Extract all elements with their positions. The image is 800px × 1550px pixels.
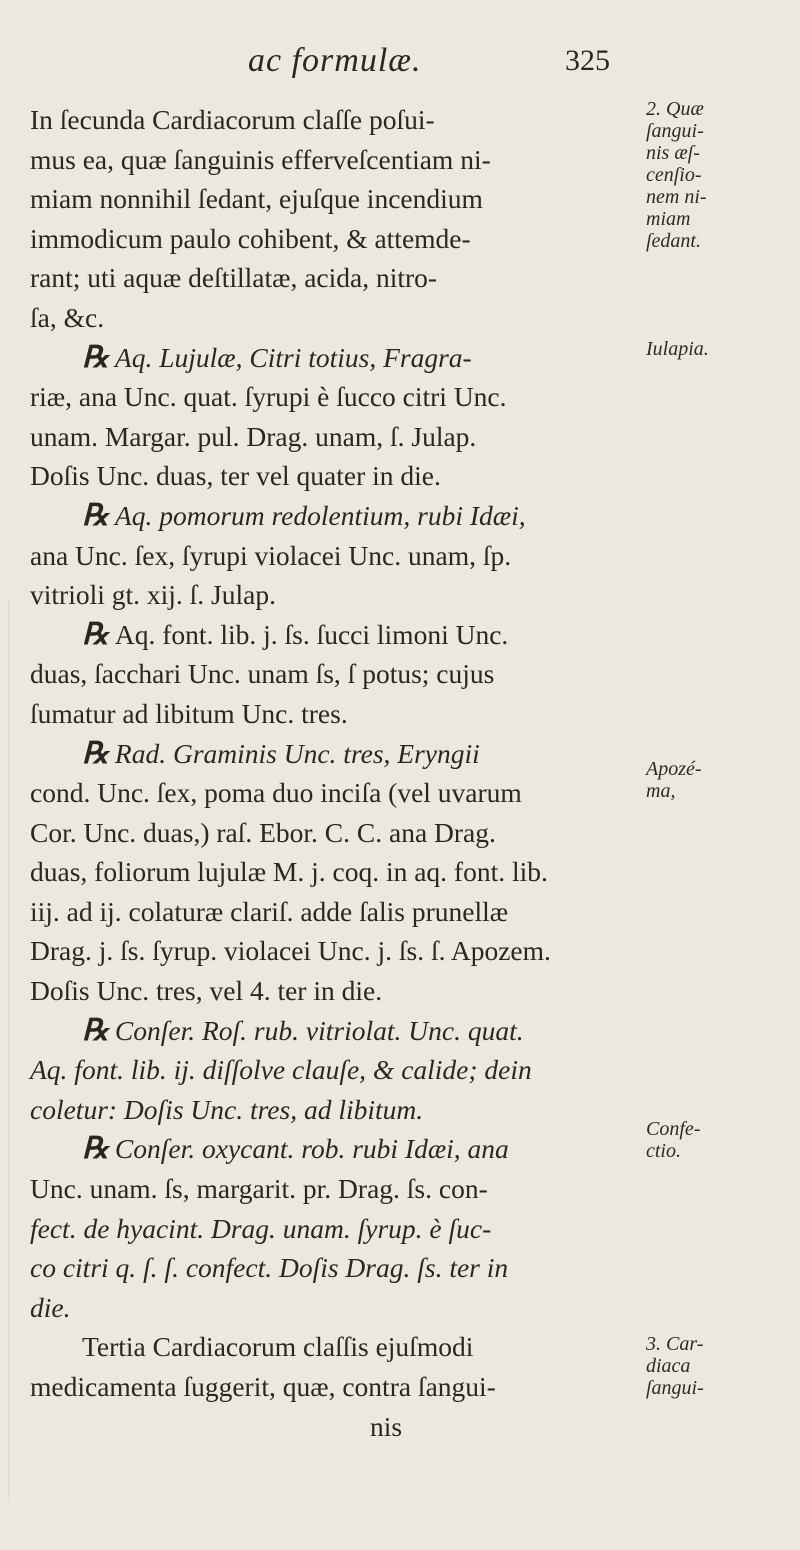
text-line: Tertia Cardiacorum claſſis ejuſmodi xyxy=(82,1331,474,1363)
text-line: Drag. j. ſs. ſyrup. violacei Unc. j. ſs. ſ. Apozem. xyxy=(30,935,551,967)
recipe-symbol: ℞ xyxy=(82,617,109,651)
text-line: ſa, &c. xyxy=(30,301,105,333)
text-line: Unc. unam. ſs, margarit. pr. Drag. ſs. con- xyxy=(30,1173,488,1205)
text-line: fect. de hyacint. Drag. unam. ſyrup. è ſuc- xyxy=(30,1212,492,1244)
text-line: Cor. Unc. duas,) raſ. Ebor. C. C. ana Drag. xyxy=(30,816,496,848)
text-line: rant; uti aquæ deſtillatæ, acida, nitro- xyxy=(30,262,438,294)
recipe-symbol: ℞ xyxy=(82,1013,109,1047)
text-line: duas, foliorum lujulæ M. j. coq. in aq. font. lib. xyxy=(30,856,548,888)
text-line: miam nonnihil ſedant, ejuſque incendium xyxy=(30,183,483,215)
recipe-symbol: ℞ xyxy=(82,1132,109,1166)
recipe-2: ℞ Aq. pomorum redolentium, rubi Idæi, xyxy=(82,498,526,532)
text-line: Doſis Unc. tres, vel 4. ter in die. xyxy=(30,975,383,1007)
text-line: duas, ſacchari Unc. unam ſs, ſ potus; cujus xyxy=(30,658,495,690)
text-line: Doſis Unc. duas, ter vel quater in die. xyxy=(30,460,441,492)
page-edge-shadow xyxy=(8,600,9,1500)
text-line: ſumatur ad libitum Unc. tres. xyxy=(30,697,348,729)
recipe-4: ℞ Rad. Graminis Unc. tres, Eryngii xyxy=(82,736,480,770)
recipe-symbol: ℞ xyxy=(82,498,109,532)
margin-note-1: 2. Quæ ſangui- nis æſ- cenſio- nem ni- miam ſedant. xyxy=(646,98,707,252)
page-header xyxy=(0,42,800,92)
text-line: coletur: Doſis Unc. tres, ad libitum. xyxy=(30,1093,424,1125)
text-line: immodicum paulo cohibent, & attemde- xyxy=(30,222,471,254)
text-line: iij. ad ij. colaturæ clariſ. adde ſalis prunellæ xyxy=(30,895,509,927)
recipe-5: ℞ Conſer. Roſ. rub. vitriolat. Unc. quat. xyxy=(82,1013,524,1047)
margin-note-4: Confe- ctio. xyxy=(646,1118,701,1162)
recipe-symbol: ℞ xyxy=(82,340,109,374)
recipe-3: ℞ Aq. font. lib. j. ſs. ſucci limoni Unc. xyxy=(82,617,509,651)
text-line: riæ, ana Unc. quat. ſyrupi è ſucco citri Unc. xyxy=(30,381,507,413)
text-line: unam. Margar. pul. Drag. unam, ſ. Julap. xyxy=(30,420,477,452)
margin-note-3: Apozé- ma, xyxy=(646,758,702,802)
recipe-symbol: ℞ xyxy=(82,736,109,770)
text-line: mus ea, quæ ſanguinis efferveſcentiam ni- xyxy=(30,143,491,175)
page-number: 325 xyxy=(565,44,610,77)
text-line: die. xyxy=(30,1291,71,1323)
text-line: nis xyxy=(370,1410,403,1442)
text-line: co citri q. ſ. ſ. confect. Doſis Drag. ſs. ter in xyxy=(30,1252,509,1284)
text-line: Aq. font. lib. ij. diſſolve clauſe, & calide; dein xyxy=(30,1054,532,1086)
text-line: vitrioli gt. xij. ſ. Julap. xyxy=(30,579,276,611)
text-line: medicamenta ſuggerit, quæ, contra ſangui- xyxy=(30,1371,496,1402)
main-text-block xyxy=(30,100,642,1446)
text-line: ana Unc. ſex, ſyrupi violacei Unc. unam, ſp. xyxy=(30,539,512,571)
recipe-6: ℞ Conſer. oxycant. rob. rubi Idæi, ana xyxy=(82,1132,509,1166)
margin-note-5: 3. Car- diaca ſangui- xyxy=(646,1333,704,1399)
text-line: cond. Unc. ſex, poma duo inciſa (vel uvarum xyxy=(30,777,522,809)
margin-note-2: Iulapia. xyxy=(646,338,709,360)
running-title: ac formulæ. xyxy=(248,42,422,79)
recipe-1: ℞ Aq. Lujulæ, Citri totius, Fragra- xyxy=(82,340,472,374)
text-line: In ſecunda Cardiacorum claſſe poſui- xyxy=(30,104,435,135)
